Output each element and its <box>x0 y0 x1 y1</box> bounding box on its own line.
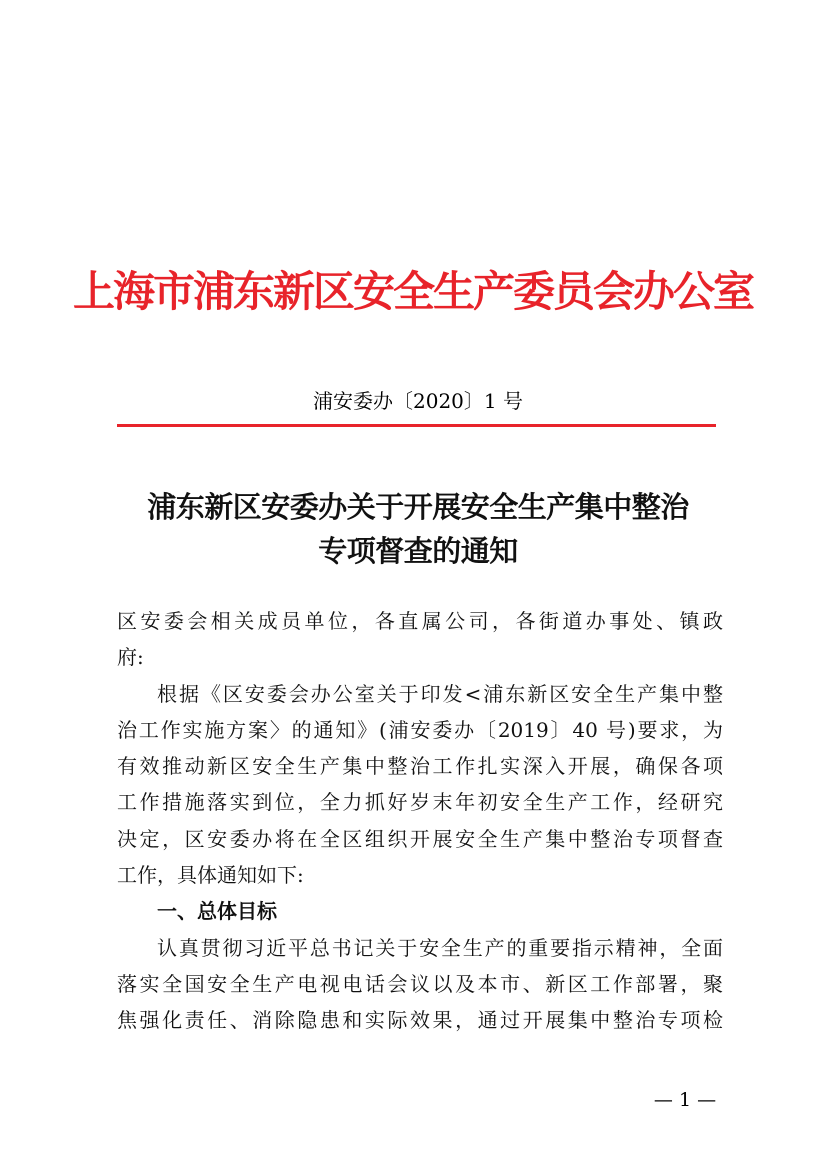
paragraph-line: 落实全国安全生产电视电话会议以及本市、新区工作部署，聚 <box>117 971 723 996</box>
paragraph-line: 认真贯彻习近平总书记关于安全生产的重要指示精神，全面 <box>157 935 723 960</box>
section-heading: 一、总体目标 <box>157 899 277 924</box>
notice-title-line-1: 浦东新区安委办关于开展安全生产集中整治 <box>147 490 689 524</box>
paragraph-line: 工作，具体通知如下: <box>117 863 304 888</box>
notice-title-line-2: 专项督查的通知 <box>318 534 518 568</box>
notice-title <box>0 485 826 573</box>
red-divider <box>117 424 716 427</box>
addressee-line: 府: <box>117 645 144 670</box>
paragraph-line: 治工作实施方案〉的通知》(浦安委办〔2019〕40 号)要求，为 <box>117 717 723 742</box>
paragraph-line: 工作措施落实到位，全力抓好岁末年初安全生产工作，经研究 <box>117 790 723 815</box>
issuer-title: 上海市浦东新区安全生产委员会办公室 <box>72 267 753 316</box>
paragraph-line: 根据《区安委会办公室关于印发<浦东新区安全生产集中整 <box>157 681 723 706</box>
page-number: — 1 — <box>653 1089 717 1111</box>
notice-body <box>117 603 723 1039</box>
paragraph-line: 决定，区安委办将在全区组织开展安全生产集中整治专项督查 <box>117 826 723 851</box>
paragraph-line: 有效推动新区安全生产集中整治工作扎实深入开展，确保各项 <box>117 754 723 779</box>
addressee-line: 区安委会相关成员单位，各直属公司，各街道办事处、镇政 <box>117 609 723 633</box>
document-number: 浦安委办〔2020〕1 号 <box>313 389 523 413</box>
paragraph-line: 焦强化责任、消除隐患和实际效果，通过开展集中整治专项检 <box>117 1008 723 1033</box>
